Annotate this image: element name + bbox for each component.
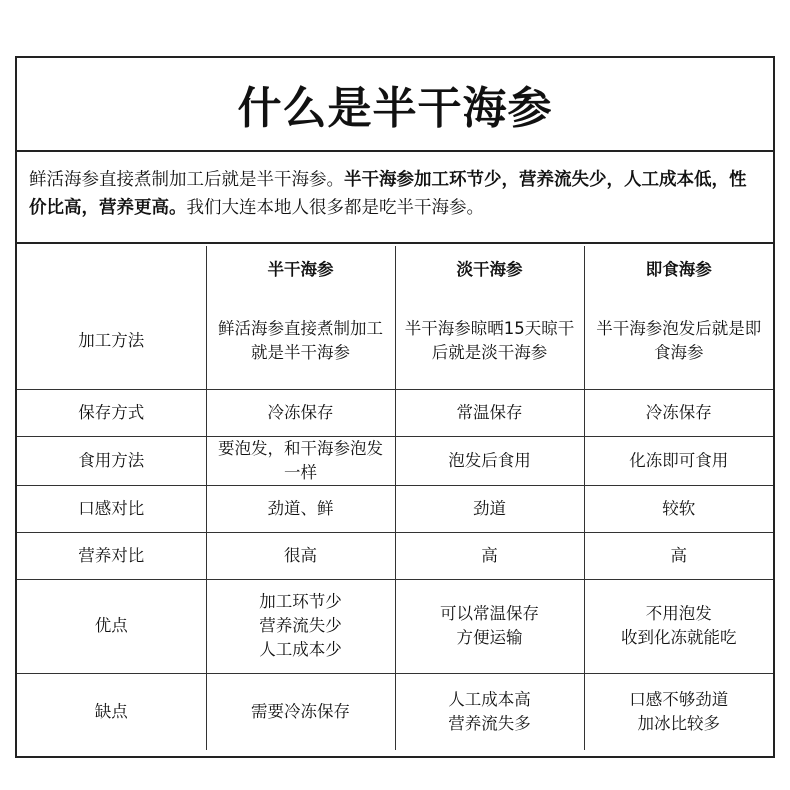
cell-text-line: 加冰比较多 xyxy=(637,713,720,733)
cell-text-line: 很高 xyxy=(284,545,317,565)
page-title: 什么是半干海参 xyxy=(17,58,773,152)
cell-text-line: 半干海参晾晒15天晾干后就是淡干海参 xyxy=(404,318,575,362)
table-cell xyxy=(395,389,584,436)
table-row-nutrition-comparison xyxy=(17,532,773,579)
cell-text-line: 半干海参泡发后就是即食海参 xyxy=(596,318,762,362)
cell-text-line: 劲道 xyxy=(473,498,506,518)
table-cell xyxy=(395,532,584,579)
cell-text-line: 要泡发，和干海参泡发一样 xyxy=(218,438,383,482)
cell-text-line: 可以常温保存 xyxy=(440,604,539,623)
cell-text-line: 方便运输 xyxy=(456,628,523,647)
table-cell xyxy=(206,436,395,485)
table-cell xyxy=(584,389,773,436)
row-label: 营养对比 xyxy=(17,532,206,579)
row-label: 加工方法 xyxy=(17,293,206,389)
cell-text-line: 较软 xyxy=(662,498,696,518)
cell-text-line: 收到化冻就能吃 xyxy=(621,628,737,647)
cell-text-line: 冷冻保存 xyxy=(645,402,712,422)
row-label: 缺点 xyxy=(17,673,206,750)
table-row-advantages xyxy=(17,579,773,673)
cell-text-line: 高 xyxy=(481,545,498,565)
header-jishihaishen: 即食海参 xyxy=(584,246,773,293)
intro-text-3: 我们大连本地人很多都是吃半干海参。 xyxy=(186,198,484,218)
comparison-card xyxy=(15,56,775,758)
table-row-disadvantages xyxy=(17,673,773,750)
table-cell xyxy=(395,293,584,389)
row-label: 保存方式 xyxy=(17,389,206,436)
cell-text-line: 需要冷冻保存 xyxy=(251,701,350,721)
table-cell xyxy=(395,485,584,532)
table-row-taste-comparison xyxy=(17,485,773,532)
table-row-storage-method xyxy=(17,389,773,436)
table-cell xyxy=(206,673,395,750)
cell-text-line: 劲道、鲜 xyxy=(267,498,334,518)
row-label: 食用方法 xyxy=(17,436,206,485)
cell-text-line: 人工成本高 xyxy=(448,689,531,709)
table-cell xyxy=(206,579,395,673)
header-empty-cell xyxy=(17,246,206,293)
table-cell xyxy=(584,436,773,485)
cell-text-line: 鲜活海参直接煮制加工就是半干海参 xyxy=(218,318,383,362)
cell-text-line: 化冻即可食用 xyxy=(629,450,729,470)
table-cell xyxy=(395,579,584,673)
cell-text-line: 口感不够劲道 xyxy=(629,689,729,709)
table-header-row xyxy=(17,246,773,293)
cell-text-line: 加工环节少 xyxy=(259,592,342,611)
cell-text-line: 营养流失多 xyxy=(448,713,531,733)
cell-text-line: 人工成本少 xyxy=(259,640,342,659)
cell-text-line: 高 xyxy=(670,545,687,565)
table-cell xyxy=(395,673,584,750)
cell-text-line: 冷冻保存 xyxy=(267,402,334,422)
table-cell xyxy=(206,293,395,389)
intro-paragraph xyxy=(17,152,773,244)
comparison-table xyxy=(17,246,773,750)
row-label: 口感对比 xyxy=(17,485,206,532)
intro-text-1: 鲜活海参直接煮制加工后就是半干海参。 xyxy=(29,170,344,190)
cell-text-line: 常温保存 xyxy=(456,402,523,422)
table-cell xyxy=(584,293,773,389)
table-row-eating-method xyxy=(17,436,773,485)
table-cell xyxy=(584,673,773,750)
table-cell xyxy=(395,436,584,485)
header-banganhaishen: 半干海参 xyxy=(206,246,395,293)
table-cell xyxy=(584,579,773,673)
cell-text-line: 泡发后食用 xyxy=(448,450,531,470)
header-danganhaishen: 淡干海参 xyxy=(395,246,584,293)
table-cell xyxy=(206,532,395,579)
intro-text-bold: 半干海参加工环节少，营养流失少，人工成本低，性价比高，营养更高。 xyxy=(29,170,747,218)
row-label: 优点 xyxy=(17,579,206,673)
table-cell xyxy=(206,485,395,532)
table-cell xyxy=(584,485,773,532)
table-row-processing-method xyxy=(17,293,773,389)
cell-text-line: 营养流失少 xyxy=(259,616,342,635)
cell-text-line: 不用泡发 xyxy=(645,604,712,623)
table-cell xyxy=(584,532,773,579)
table-cell xyxy=(206,389,395,436)
